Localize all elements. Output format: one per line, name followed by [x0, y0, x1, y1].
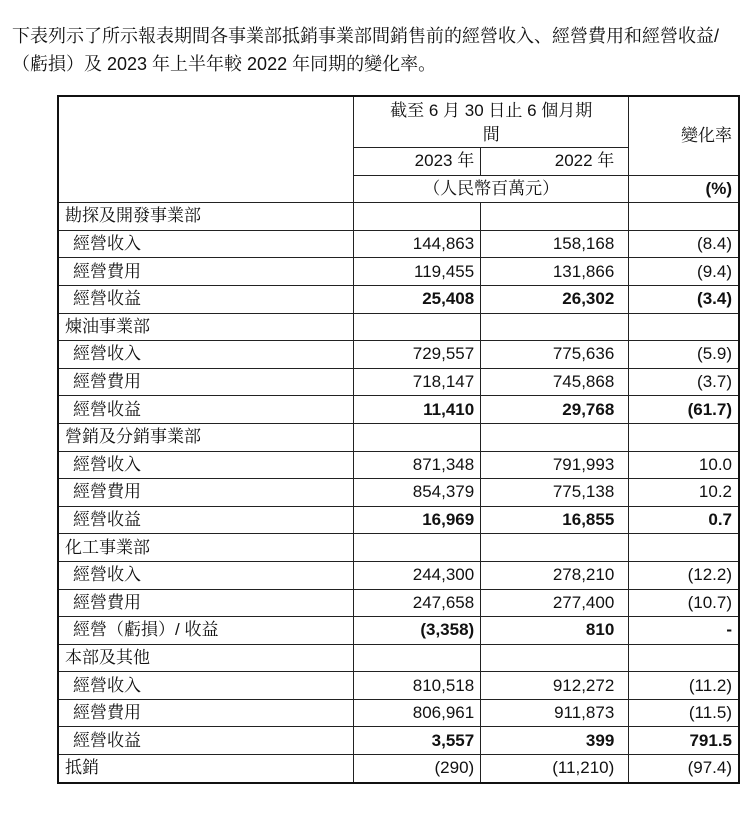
value-2022: 810 — [481, 617, 629, 645]
value-2023: 25,408 — [354, 285, 481, 313]
table-row — [58, 506, 739, 534]
value-2022: (11,210) — [481, 755, 629, 783]
row-label: 煉油事業部 — [58, 313, 354, 341]
value-2023: 806,961 — [354, 699, 481, 727]
section-row — [58, 313, 739, 341]
header-period: 截至 6 月 30 日止 6 個月期間 — [354, 96, 629, 148]
value-2022: 158,168 — [481, 230, 629, 258]
value-2023: 244,300 — [354, 561, 481, 589]
row-label: 勘探及開發事業部 — [58, 203, 354, 231]
change-rate: (5.9) — [629, 341, 739, 369]
header-year-2023: 2023 年 — [354, 148, 481, 176]
header-row-1 — [58, 96, 739, 148]
row-label: 經營收入 — [58, 230, 354, 258]
change-rate: - — [629, 617, 739, 645]
table-row — [58, 617, 739, 645]
change-rate: 10.2 — [629, 479, 739, 507]
change-rate: (11.5) — [629, 699, 739, 727]
value-2023: 871,348 — [354, 451, 481, 479]
row-label: 經營收入 — [58, 561, 354, 589]
intro-paragraph: 下表列示了所示報表期間各事業部抵銷事業部間銷售前的經營收入、經營費用和經營收益/（虧損）及 2023 年上半年較 2022 年同期的變化率。 — [12, 26, 719, 74]
value-2023 — [354, 644, 481, 672]
table-row — [58, 561, 739, 589]
value-2022 — [481, 534, 629, 562]
value-2022 — [481, 644, 629, 672]
change-rate: (11.2) — [629, 672, 739, 700]
header-unit: （人民幣百萬元） — [354, 175, 629, 203]
table-row — [58, 368, 739, 396]
value-2022: 277,400 — [481, 589, 629, 617]
change-rate: 791.5 — [629, 727, 739, 755]
value-2023: 16,969 — [354, 506, 481, 534]
value-2023: (290) — [354, 755, 481, 783]
value-2022: 131,866 — [481, 258, 629, 286]
row-label: 營銷及分銷事業部 — [58, 423, 354, 451]
value-2022: 912,272 — [481, 672, 629, 700]
value-2023: 810,518 — [354, 672, 481, 700]
value-2022 — [481, 423, 629, 451]
table-row — [58, 479, 739, 507]
table-row — [58, 230, 739, 258]
row-label: 經營費用 — [58, 589, 354, 617]
header-change: 變化率 — [629, 96, 739, 175]
table-row — [58, 258, 739, 286]
value-2023 — [354, 423, 481, 451]
section-row — [58, 755, 739, 783]
value-2023: 729,557 — [354, 341, 481, 369]
table-row — [58, 727, 739, 755]
table-row — [58, 341, 739, 369]
change-rate — [629, 313, 739, 341]
change-rate: 10.0 — [629, 451, 739, 479]
value-2023: 144,863 — [354, 230, 481, 258]
change-rate — [629, 203, 739, 231]
header-blank-cell — [58, 96, 354, 203]
change-rate: (9.4) — [629, 258, 739, 286]
value-2023: 718,147 — [354, 368, 481, 396]
value-2022: 775,138 — [481, 479, 629, 507]
change-rate: (3.7) — [629, 368, 739, 396]
table-row — [58, 589, 739, 617]
value-2022: 775,636 — [481, 341, 629, 369]
row-label: 經營收入 — [58, 672, 354, 700]
change-rate — [629, 423, 739, 451]
row-label: 經營收益 — [58, 285, 354, 313]
row-label: 經營費用 — [58, 699, 354, 727]
value-2023: 3,557 — [354, 727, 481, 755]
value-2022: 16,855 — [481, 506, 629, 534]
row-label: 化工事業部 — [58, 534, 354, 562]
table-row — [58, 672, 739, 700]
change-rate: (8.4) — [629, 230, 739, 258]
row-label: 經營費用 — [58, 479, 354, 507]
value-2022: 278,210 — [481, 561, 629, 589]
section-row — [58, 203, 739, 231]
value-2023: (3,358) — [354, 617, 481, 645]
segment-results-table — [57, 95, 740, 784]
header-year-2022: 2022 年 — [481, 148, 629, 176]
row-label: 經營收入 — [58, 451, 354, 479]
value-2022: 26,302 — [481, 285, 629, 313]
section-row — [58, 644, 739, 672]
value-2023: 11,410 — [354, 396, 481, 424]
value-2023 — [354, 534, 481, 562]
table-row — [58, 285, 739, 313]
value-2022: 29,768 — [481, 396, 629, 424]
change-rate: (97.4) — [629, 755, 739, 783]
change-rate — [629, 644, 739, 672]
row-label: 經營收益 — [58, 506, 354, 534]
change-rate: (3.4) — [629, 285, 739, 313]
row-label: 抵銷 — [58, 755, 354, 783]
table-row — [58, 451, 739, 479]
value-2022: 745,868 — [481, 368, 629, 396]
row-label: 本部及其他 — [58, 644, 354, 672]
value-2023: 119,455 — [354, 258, 481, 286]
header-pct: (%) — [629, 175, 739, 203]
table-row — [58, 396, 739, 424]
value-2023 — [354, 313, 481, 341]
value-2023: 247,658 — [354, 589, 481, 617]
section-row — [58, 423, 739, 451]
row-label: 經營收益 — [58, 727, 354, 755]
section-row — [58, 534, 739, 562]
row-label: 經營收入 — [58, 341, 354, 369]
row-label: 經營費用 — [58, 258, 354, 286]
change-rate: (61.7) — [629, 396, 739, 424]
row-label: 經營費用 — [58, 368, 354, 396]
change-rate: 0.7 — [629, 506, 739, 534]
change-rate: (12.2) — [629, 561, 739, 589]
value-2022 — [481, 203, 629, 231]
value-2022: 911,873 — [481, 699, 629, 727]
value-2022 — [481, 313, 629, 341]
row-label: 經營（虧損）/ 收益 — [58, 617, 354, 645]
value-2023: 854,379 — [354, 479, 481, 507]
row-label: 經營收益 — [58, 396, 354, 424]
value-2022: 399 — [481, 727, 629, 755]
value-2022: 791,993 — [481, 451, 629, 479]
table-row — [58, 699, 739, 727]
change-rate: (10.7) — [629, 589, 739, 617]
value-2023 — [354, 203, 481, 231]
change-rate — [629, 534, 739, 562]
